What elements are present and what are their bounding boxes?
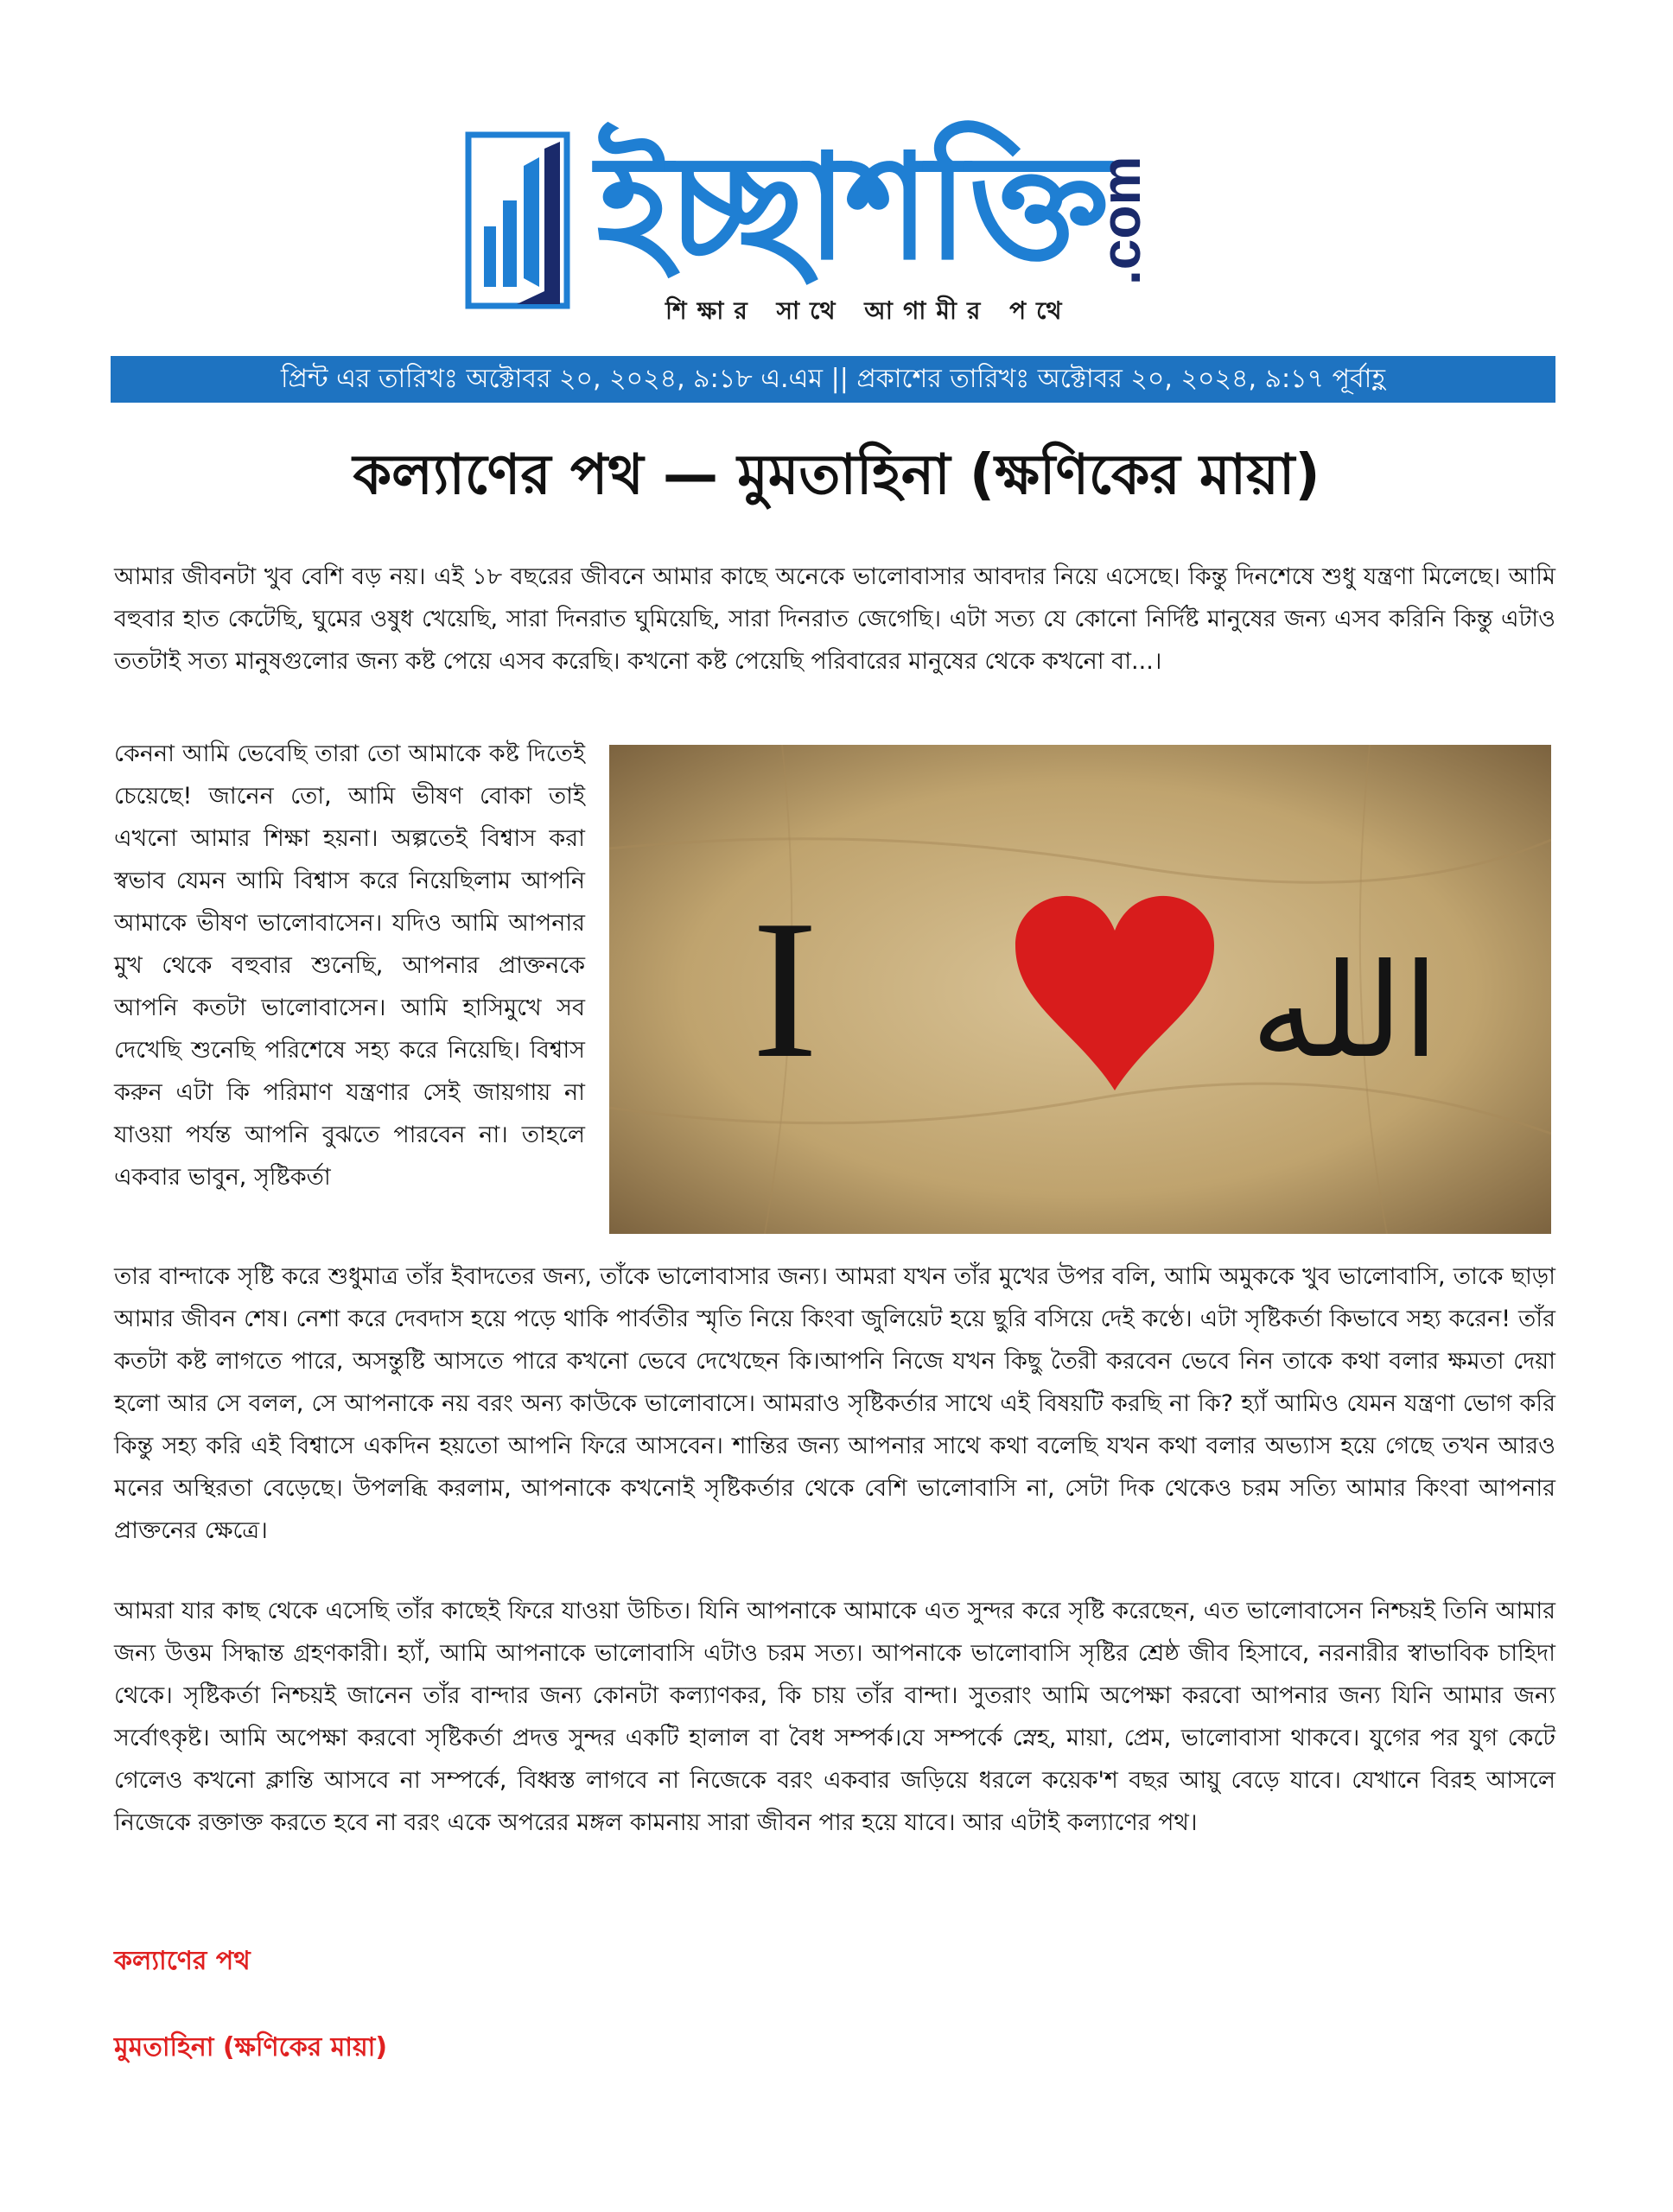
- image-letter-i: I: [752, 879, 818, 1099]
- signature-title: কল্যাণের পথ: [114, 1946, 251, 1976]
- paragraph-beside-image: কেননা আমি ভেবেছি তারা তো আমাকে কষ্ট দিতেই চেয়েছে! জানেন তো, আমি ভীষণ বোকা তাই এখনো আমার শিক্ষা হয়না। অল্পতেই বিশ্বাস করা স্বভাব যেমন আমি বিশ্বাস করে নিয়েছিলাম আপনি আমাকে ভীষণ ভালোবাসেন। যদিও আমি আপনার মুখ থেকে বহুবার শুনেছি, আপনার প্রাক্তনকে আপনি কতটা ভালোবাসেন। আমি হাসিমুখে সব দেখেছি শুনেছি পরিশেষে সহ্য করে নিয়েছি। বিশ্বাস করুন এটা কি পরিমাণ যন্ত্রণার সেই জায়গায় না যাওয়া পর্যন্ত আপনি বুঝতে পারবেন না। তাহলে একবার ভাবুন, সৃষ্টিকর্তা: [114, 741, 585, 1191]
- article-image: [609, 745, 1551, 1234]
- masthead: [0, 121, 1673, 337]
- signature-author: মুমতাহিনা (ক্ষণিকের মায়া): [114, 2032, 388, 2063]
- date-banner: প্রিন্ট এর তারিখঃ অক্টোবর ২০, ২০২৪, ৯:১৮ এ.এম || প্রকাশের তারিখঃ অক্টোবর ২০, ২০২৪, ৯:১৭ পূর্বাহ্ণ: [111, 356, 1555, 403]
- tagline: শিক্ষার সাথে আগামীর পথে: [665, 296, 1072, 325]
- image-calligraphy: الله: [1250, 937, 1439, 1087]
- bar-chart-logo-icon: [465, 131, 570, 309]
- paragraph-continued: তার বান্দাকে সৃষ্টি করে শুধুমাত্র তাঁর ইবাদতের জন্য, তাঁকে ভালোবাসার জন্য। আমরা যখন তাঁর মুখের উপর বলি, আমি অমুককে খুব ভালোবাসি, তাকে ছাড়া আমার জীবন শেষ। নেশা করে দেবদাস হয়ে পড়ে থাকি পার্বতীর স্মৃতি নিয়ে কিংবা জুলিয়েট হয়ে ছুরি বসিয়ে দেই কণ্ঠে। এটা সৃষ্টিকর্তা কিভাবে সহ্য করেন! তাঁর কতটা কষ্ট লাগতে পারে, অসন্তুষ্টি আসতে পারে কখনো ভেবে দেখেছেন কি।আপনি নিজে যখন কিছু তৈরী করবেন ভেবে নিন তাকে কথা বলার ক্ষমতা দেয়া হলো আর সে বলল, সে আপনাকে নয় বরং অন্য কাউকে ভালোবাসে। আমরাও সৃষ্টিকর্তার সাথে এই বিষয়টি করছি না কি? হ্যাঁ আমিও যেমন যন্ত্রণা ভোগ করি কিন্তু সহ্য করি এই বিশ্বাসে একদিন হয়তো আপনি ফিরে আসবেন। শান্তির জন্য আপনার সাথে কথা বলেছি যখন কথা বলার অভ্যাস হয়ে গেছে তখন আরও মনের অস্থিরতা বেড়েছে। উপলব্ধি করলাম, আপনাকে কখনোই সৃষ্টিকর্তার থেকে বেশি ভালোবাসি না, সেটা দিক থেকেও চরম সত্যি আমার কিংবা আপনার প্রাক্তনের ক্ষেত্রে।: [114, 1263, 1555, 1544]
- article-title: কল্যাণের পথ — মুমতাহিনা (ক্ষণিকের মায়া): [353, 443, 1320, 507]
- logo-domain-suffix: .com: [1090, 156, 1152, 285]
- paragraph-conclusion: আমরা যার কাছ থেকে এসেছি তাঁর কাছেই ফিরে যাওয়া উচিত। যিনি আপনাকে আমাকে এত সুন্দর করে সৃষ্টি করেছেন, এত ভালোবাসেন নিশ্চয়ই তিনি আমার জন্য উত্তম সিদ্ধান্ত গ্রহণকারী। হ্যাঁ, আমি আপনাকে ভালোবাসি এটাও চরম সত্য। আপনাকে ভালোবাসি সৃষ্টির শ্রেষ্ঠ জীব হিসাবে, নরনারীর স্বাভাবিক চাহিদা থেকে। সৃষ্টিকর্তা নিশ্চয়ই জানেন তাঁর বান্দার জন্য কোনটা কল্যাণকর, কি চায় তাঁর বান্দা। সুতরাং আমি অপেক্ষা করবো আপনার জন্য যিনি আমার জন্য সর্বোৎকৃষ্ট। আমি অপেক্ষা করবো সৃষ্টিকর্তা প্রদত্ত সুন্দর একটি হালাল বা বৈধ সম্পর্ক।যে সম্পর্কে স্নেহ, মায়া, প্রেম, ভালোবাসা থাকবে। যুগের পর যুগ কেটে গেলেও কখনো ক্লান্তি আসবে না সম্পর্কে, বিধ্বস্ত লাগবে না নিজেকে বরং একবার জড়িয়ে ধরলে কয়েক'শ বছর আয়ু বেড়ে যাবে। যেখানে বিরহ আসলে নিজেকে রক্তাক্ত করতে হবে না বরং একে অপরের মঙ্গল কামনায় সারা জীবন পার হয়ে যাবে। আর এটাই কল্যাণের পথ।: [114, 1598, 1555, 1836]
- paragraph-intro: আমার জীবনটা খুব বেশি বড় নয়। এই ১৮ বছরের জীবনে আমার কাছে অনেকে ভালোবাসার আবদার নিয়ে এসেছে। কিন্তু দিনশেষে শুধু যন্ত্রণা মিলেছে। আমি বহুবার হাত কেটেছি, ঘুমের ওষুধ খেয়েছি, সারা দিনরাত ঘুমিয়েছি, সারা দিনরাত জেগেছি। এটা সত্য যে কোনো নির্দিষ্ট মানুষের জন্য এসব করিনি কিন্তু এটাও ততটাই সত্য মানুষগুলোর জন্য কষ্ট পেয়ে এসব করেছি। কখনো কষ্ট পেয়েছি পরিবারের মানুষের থেকে কখনো বা...।: [114, 563, 1555, 675]
- logo-wordmark: ইচ্ছাশক্তি: [596, 123, 1106, 292]
